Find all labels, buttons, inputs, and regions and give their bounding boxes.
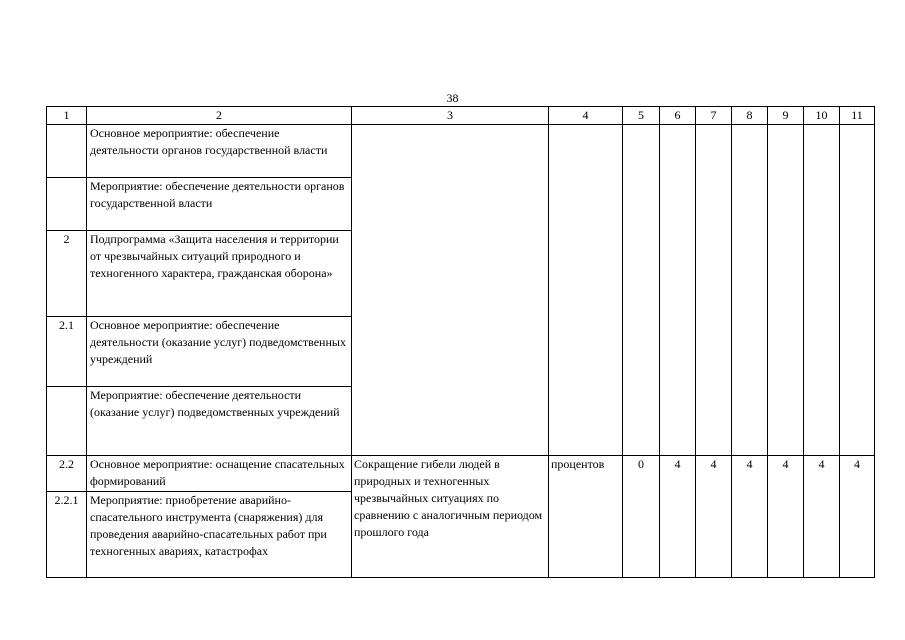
row-title: Мероприятие: приобретение аварийно-спасательного инструмента (снаряжения) для проведения аварийно-спасательных работ при техногенных авариях, катастрофах bbox=[87, 492, 352, 578]
value-empty-cell bbox=[660, 125, 696, 456]
row-number: 2.2.1 bbox=[47, 492, 87, 578]
indicator-empty-cell bbox=[352, 125, 549, 456]
value-empty-cell bbox=[768, 125, 804, 456]
header-cell: 2 bbox=[87, 107, 352, 125]
indicator-value: 4 bbox=[732, 456, 768, 578]
header-cell: 9 bbox=[768, 107, 804, 125]
header-row bbox=[47, 107, 875, 125]
indicator-value: 4 bbox=[696, 456, 732, 578]
indicator-unit: процентов bbox=[549, 456, 623, 578]
row-number bbox=[47, 387, 87, 456]
row-number bbox=[47, 125, 87, 178]
unit-empty-cell bbox=[549, 125, 623, 456]
row-title: Основное мероприятие: обеспечение деятельности органов государственной власти bbox=[87, 125, 352, 178]
header-cell: 10 bbox=[804, 107, 840, 125]
page-number: 38 bbox=[446, 91, 459, 105]
row-title: Мероприятие: обеспечение деятельности органов государственной власти bbox=[87, 178, 352, 231]
row-number bbox=[47, 178, 87, 231]
indicator-value: 4 bbox=[660, 456, 696, 578]
indicator-value: 0 bbox=[623, 456, 660, 578]
value-empty-cell bbox=[840, 125, 875, 456]
row-title: Основное мероприятие: оснащение спасательных формирований bbox=[87, 456, 352, 492]
value-empty-cell bbox=[732, 125, 768, 456]
header-cell: 4 bbox=[549, 107, 623, 125]
value-empty-cell bbox=[804, 125, 840, 456]
indicator-value: 4 bbox=[840, 456, 875, 578]
row-title: Основное мероприятие: обеспечение деятельности (оказание услуг) подведомственных учреждений bbox=[87, 317, 352, 387]
row-number: 2.1 bbox=[47, 317, 87, 387]
row-title: Подпрограмма «Защита населения и территории от чрезвычайных ситуаций природного и техногенного характера, гражданская оборона» bbox=[87, 231, 352, 317]
header-cell: 5 bbox=[623, 107, 660, 125]
header-cell: 7 bbox=[696, 107, 732, 125]
table-row bbox=[47, 456, 875, 492]
header-cell: 6 bbox=[660, 107, 696, 125]
row-title: Мероприятие: обеспечение деятельности (оказание услуг) подведомственных учреждений bbox=[87, 387, 352, 456]
indicator-table bbox=[46, 106, 875, 578]
value-empty-cell bbox=[696, 125, 732, 456]
indicator-value: 4 bbox=[768, 456, 804, 578]
indicator-value: 4 bbox=[804, 456, 840, 578]
row-number: 2.2 bbox=[47, 456, 87, 492]
value-empty-cell bbox=[623, 125, 660, 456]
header-cell: 1 bbox=[47, 107, 87, 125]
header-cell: 11 bbox=[840, 107, 875, 125]
table-row bbox=[47, 125, 875, 178]
header-cell: 3 bbox=[352, 107, 549, 125]
indicator-text: Сокращение гибели людей в природных и техногенных чрезвычайных ситуациях по сравнению с аналогичным периодом прошлого года bbox=[352, 456, 549, 578]
row-number: 2 bbox=[47, 231, 87, 317]
header-cell: 8 bbox=[732, 107, 768, 125]
